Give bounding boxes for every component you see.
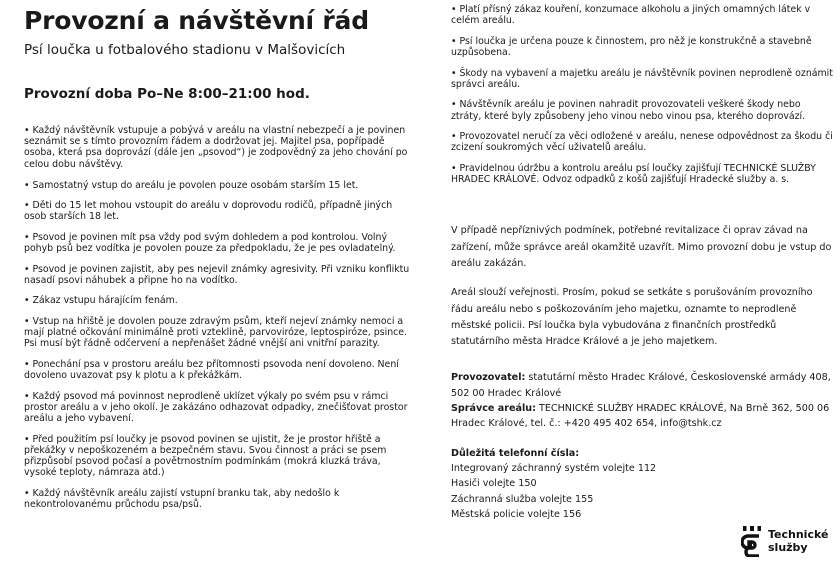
page-subtitle: Psí loučka u fotbalového stadionu v Malšovicích (24, 42, 346, 58)
rule-item: • Každý návštěvník areálu zajistí vstupní branku tak, aby nedošlo k nekontrolovanému průchodu psa/psů. (24, 488, 340, 511)
operator-label: Provozovatel: (451, 372, 526, 384)
manager-info (451, 401, 833, 432)
rule-item: • Psovod je povinen zajistit, aby pes nejevil známky agresivity. Při vzniku konfliktu nasadí psovi náhubek a připne ho na vodítko. (24, 263, 410, 286)
rule-item: • Samostatný vstup do areálu je povolen pouze osobám starším 15 let. (24, 179, 359, 191)
rule-item: • Ponechání psa v prostoru areálu bez přítomnosti psovoda není dovoleno. Není dovoleno uvazovat psy k plotu a k překážkám. (24, 359, 399, 382)
rule-item: • Pravidelnou údržbu a kontrolu areálu psí loučky zajišťují TECHNICKÉ SLUŽBY HRADEC KRÁLOVÉ. Odvoz odpadků z košů zajišťují Hradecké služby a. s. (451, 162, 816, 186)
phones-heading: Důležitá telefonní čísla: (451, 447, 580, 459)
public-use-notice: Areál slouží veřejnosti. Prosím, pokud se setkáte s porušováním provozního řádu areálu nebo s poškozováním jeho majetku, oznamte to neprodleně městské policii. Psí loučka byla vybudována z finančních prostředků statutárního města Hradce Králové a je jeho majetkem. (451, 287, 813, 348)
phone-item: Hasiči volejte 150 (451, 478, 537, 490)
rule-item: • Děti do 15 let mohou vstoupit do areálu v doprovodu rodičů, případně jiných osob starších 18 let. (24, 200, 393, 223)
phone-item: Záchranná služba volejte 155 (451, 493, 594, 505)
rules-column-left (24, 125, 412, 520)
logo-line-2: služby (768, 541, 808, 554)
operator-info (451, 370, 833, 401)
technicke-sluzby-logo-icon (741, 525, 763, 557)
rule-item: • Každý návštěvník vstupuje a pobývá v areálu na vlastní nebezpečí a je povinen seznámit se s tímto provozním řádem a dodržovat jej. Majitel psa, popřípadě osoba, která psa doprovází (dále jen „psovod“) je zodpovědný za jeho chování po celou dobu návštěvy. (24, 125, 408, 170)
rule-item: • Návštěvník areálu je povinen nahradit provozovateli veškeré škody nebo ztráty, které byly způsobeny jeho vinou nebo vinou psa, kterého doprovází. (451, 99, 806, 122)
rule-item: • Platí přísný zákaz kouření, konzumace alkoholu a jiných omamných látek v celém areálu. (451, 4, 811, 27)
manager-label: Správce areálu: (451, 403, 536, 415)
rules-column-right (451, 4, 833, 522)
logo-line-1: Technické (768, 528, 829, 541)
rule-item: • Zákaz vstupu hárajícím fenám. (24, 295, 178, 307)
rule-item: • Vstup na hřiště je dovolen pouze zdravým psům, kteří nejeví známky nemoci a mají platné očkování minimálně proti vzteklině, parvoviróze, leptospiróze, psince. Psi musí být řádně odčervení a nepřenášet žádné vnější ani vnitřní parazity. (24, 316, 408, 350)
logo-wordmark (768, 528, 828, 554)
phone-item: Městská policie volejte 156 (451, 508, 582, 520)
technicke-sluzby-logo (741, 523, 836, 559)
rule-item: • Psí loučka je určena pouze k činnostem, pro něž je konstrukčně a stavebně uzpůsobena. (451, 35, 812, 58)
manager-text: TECHNICKÉ SLUŽBY HRADEC KRÁLOVÉ, Na Brně 362, 500 06 Hradec Králové, tel. č.: +420 495 402 654, info@tshk.cz (451, 403, 830, 430)
rule-item: • Před použitím psí loučky je psovod povinen se ujistit, že je prostor hřiště a překážky v nepoškozeném a bezpečném stavu. Svou činnost a práci se psem přizpůsobí psovod počasí a povětrnostním podmínkám (mokrá kluzká tráva, vysoké teploty, námraza atd.) (24, 433, 387, 479)
opening-hours: Provozní doba Po–Ne 8:00–21:00 hod. (24, 86, 310, 102)
operator-text: statutární město Hradec Králové, Československé armády 408, 502 00 Hradec Králové (451, 372, 831, 399)
page-title: Provozní a návštěvní řád (24, 6, 369, 35)
rule-item: • Psovod je povinen mít psa vždy pod svým dohledem a pod kontrolou. Volný pohyb psů bez vodítka je povolen pouze za předpokladu, že je pes ovladatelný. (24, 231, 396, 255)
closure-notice: V případě nepříznivých podmínek, potřebné revitalizace či oprav závad na zařízení, může správce areál okamžitě uzavřít. Mimo provozní dobu je vstup do areálu zakázán. (451, 225, 832, 269)
phone-item: Integrovaný záchranný systém volejte 112 (451, 462, 657, 474)
rule-item: • Škody na vybavení a majetku areálu je návštěvník povinen neprodleně oznámit správci areálu. (451, 67, 833, 90)
rule-item: • Každý psovod má povinnost neprodleně uklízet výkaly po svém psu v rámci prostor areálu a v jeho okolí. Je zakázáno odhazovat odpadky, znečišťovat prostor areálu a jeho vybavení. (24, 390, 408, 425)
rule-item: • Provozovatel neručí za věci odložené v areálu, nenese odpovědnost za škodu či zcizení soukromých věcí uživatelů areálu. (451, 131, 833, 154)
